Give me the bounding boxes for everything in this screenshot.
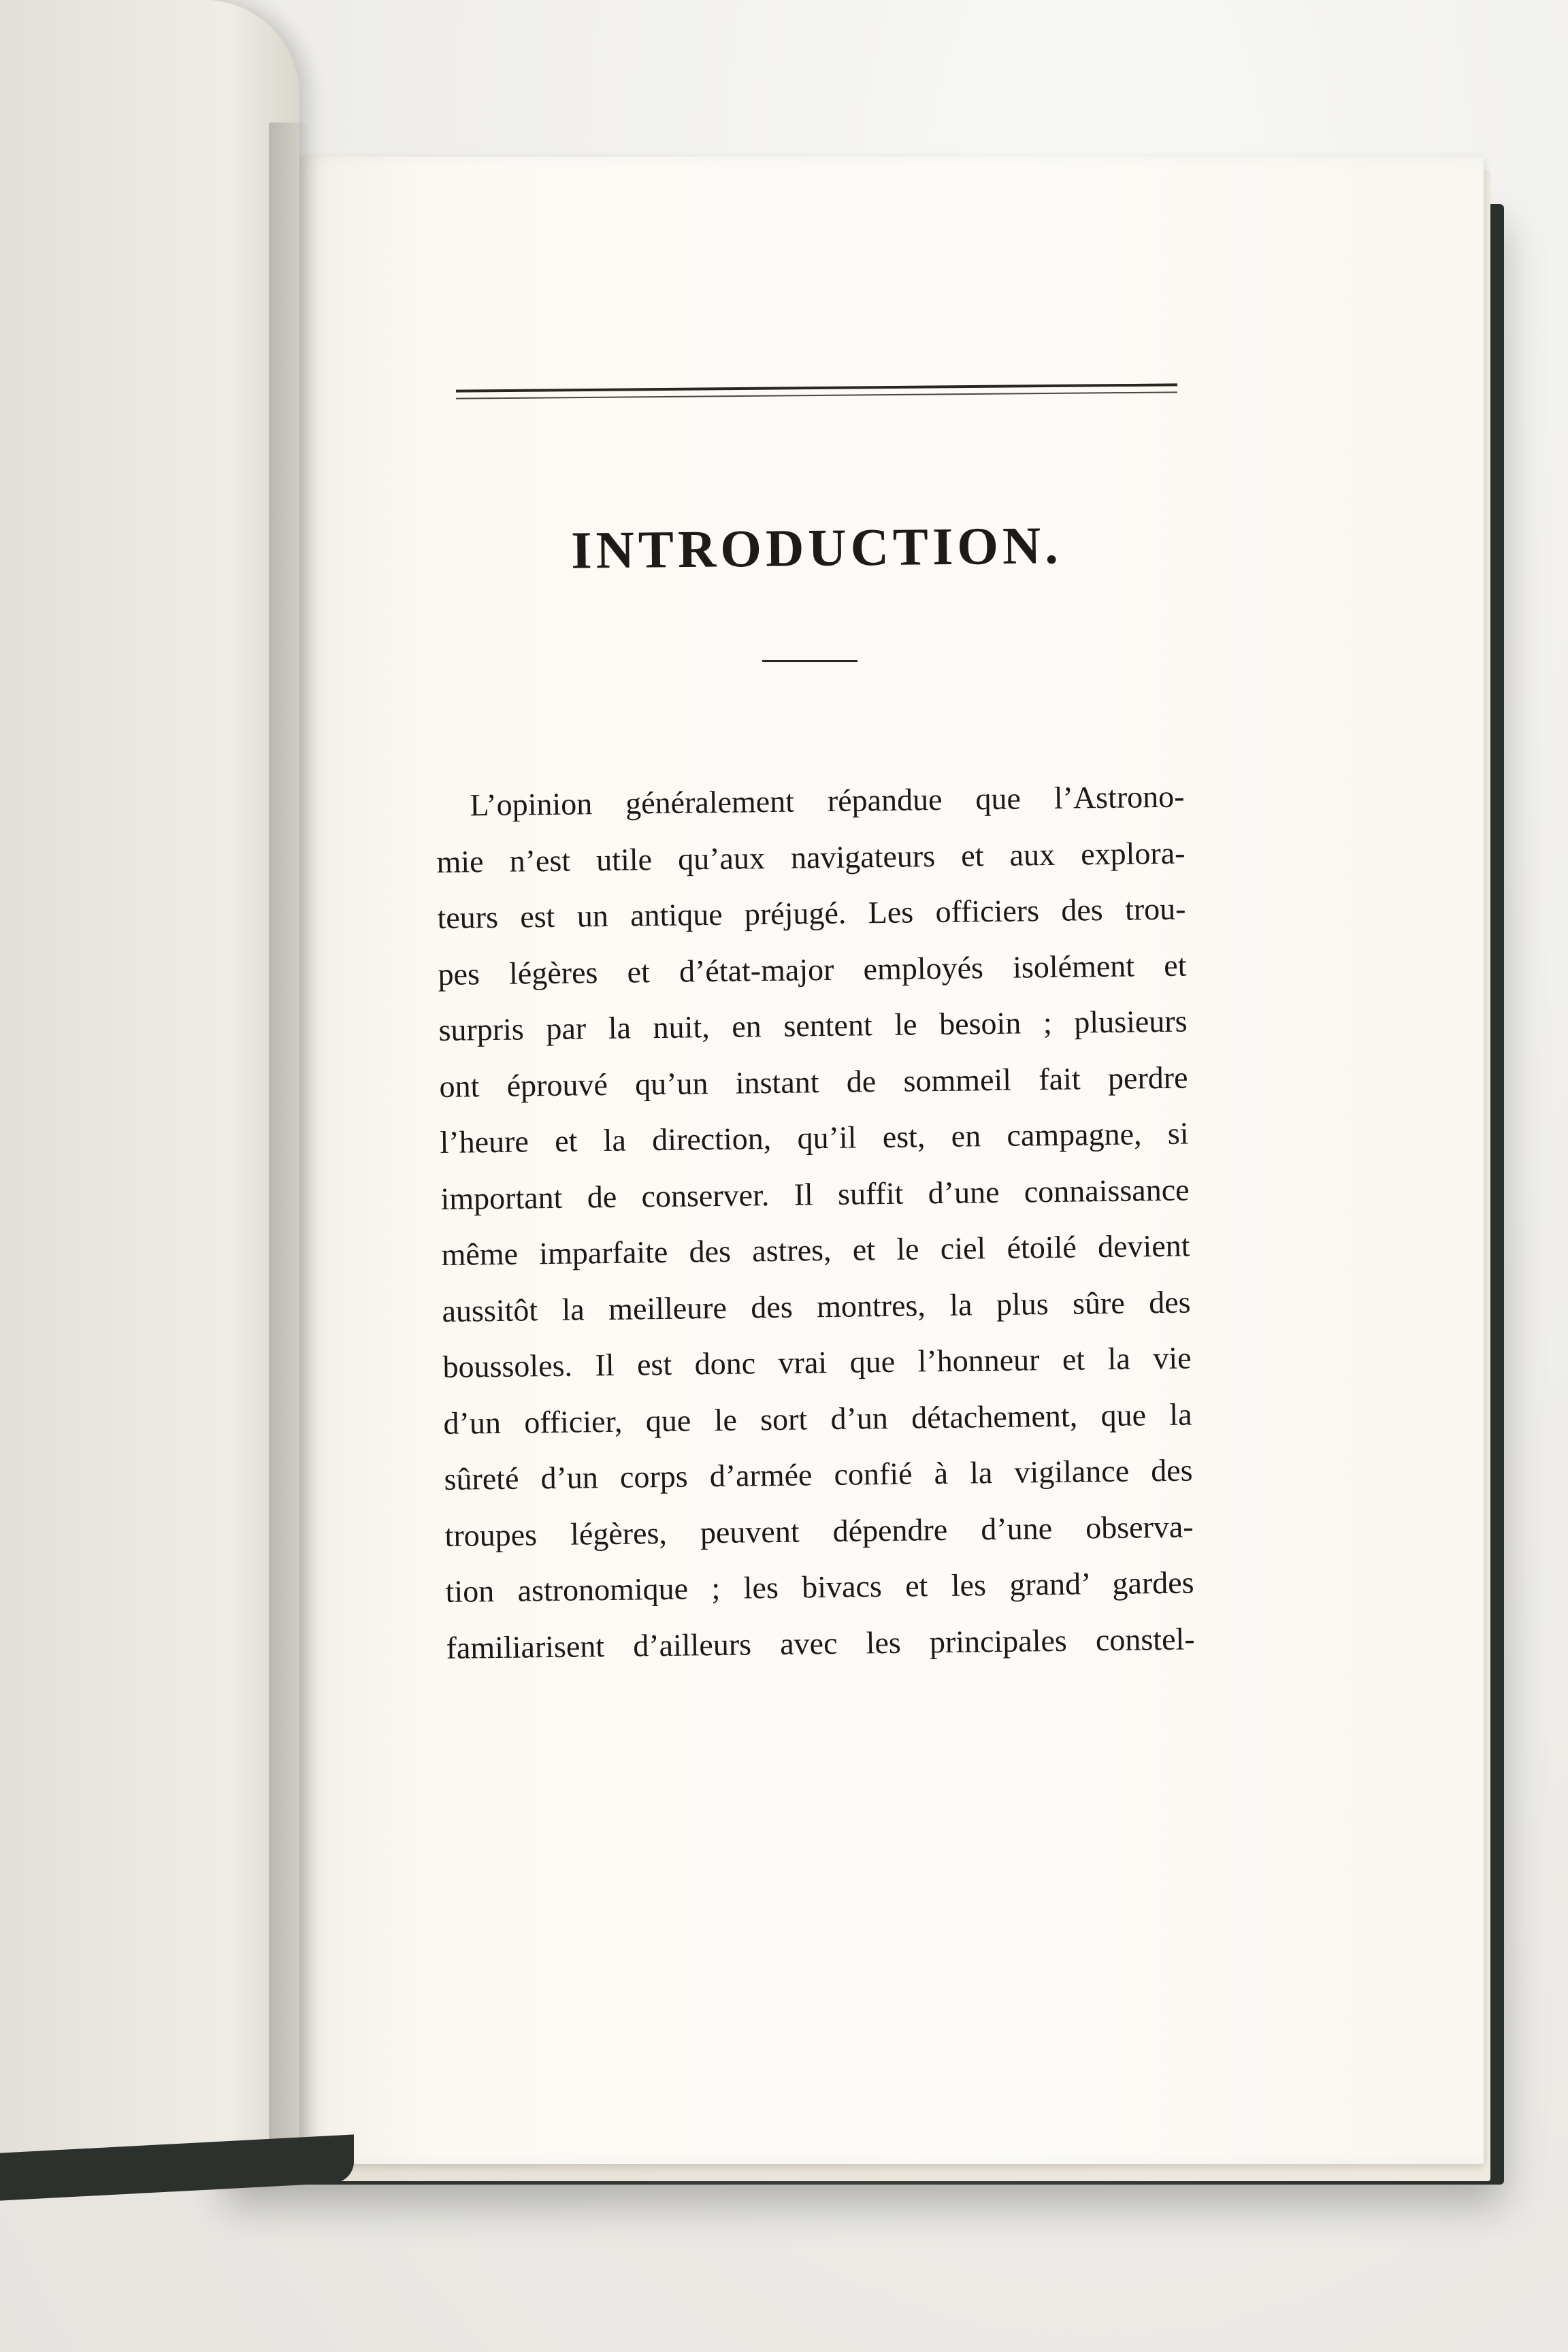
top-double-rule	[456, 381, 1177, 402]
rule-thin-line	[456, 391, 1177, 399]
text-line: tion astronomique ; les bivacs et les grand’ gardes	[445, 1565, 1194, 1609]
text-line: teurs est un antique préjugé. Les officiers des trou-	[437, 891, 1186, 935]
text-line: L’opinion généralement répandue que l’Astrono-	[470, 779, 1185, 823]
text-line: troupes légères, peuvent dépendre d’une observa-	[444, 1508, 1194, 1553]
body-paragraph	[436, 768, 1209, 1676]
text-line: mie n’est utile qu’aux navigateurs et aux explora-	[436, 835, 1186, 879]
left-page	[0, 0, 299, 2171]
chapter-title: INTRODUCTION.	[570, 515, 1063, 580]
text-line: l’heure et la direction, qu’il est, en campagne, si	[440, 1115, 1189, 1160]
text-line: sûreté d’un corps d’armée confié à la vigilance des	[444, 1452, 1193, 1497]
text-line: ont éprouvé qu’un instant de sommeil fait perdre	[439, 1060, 1188, 1104]
text-line: aussitôt la meilleure des montres, la plus sûre des	[442, 1284, 1191, 1328]
title-separator-rule	[762, 660, 858, 662]
text-line: d’un officier, que le sort d’un détachement, que la	[443, 1396, 1192, 1441]
text-line: familiarisent d’ailleurs avec les principales constel-	[446, 1620, 1195, 1665]
gutter-shadow	[269, 122, 310, 2164]
rule-thick-line	[456, 383, 1177, 392]
text-line: pes légères et d’état-major employés isolément et	[438, 947, 1187, 992]
text-line: même imparfaite des astres, et le ciel étoilé devient	[441, 1228, 1190, 1272]
text-line: boussoles. Il est donc vrai que l’honneur et la vie	[442, 1340, 1192, 1384]
page-content	[436, 381, 1198, 1676]
text-line: surpris par la nuit, en sentent le besoin ; plusieurs	[438, 1003, 1188, 1047]
text-line: important de conserver. Il suffit d’une connaissance	[440, 1172, 1190, 1216]
